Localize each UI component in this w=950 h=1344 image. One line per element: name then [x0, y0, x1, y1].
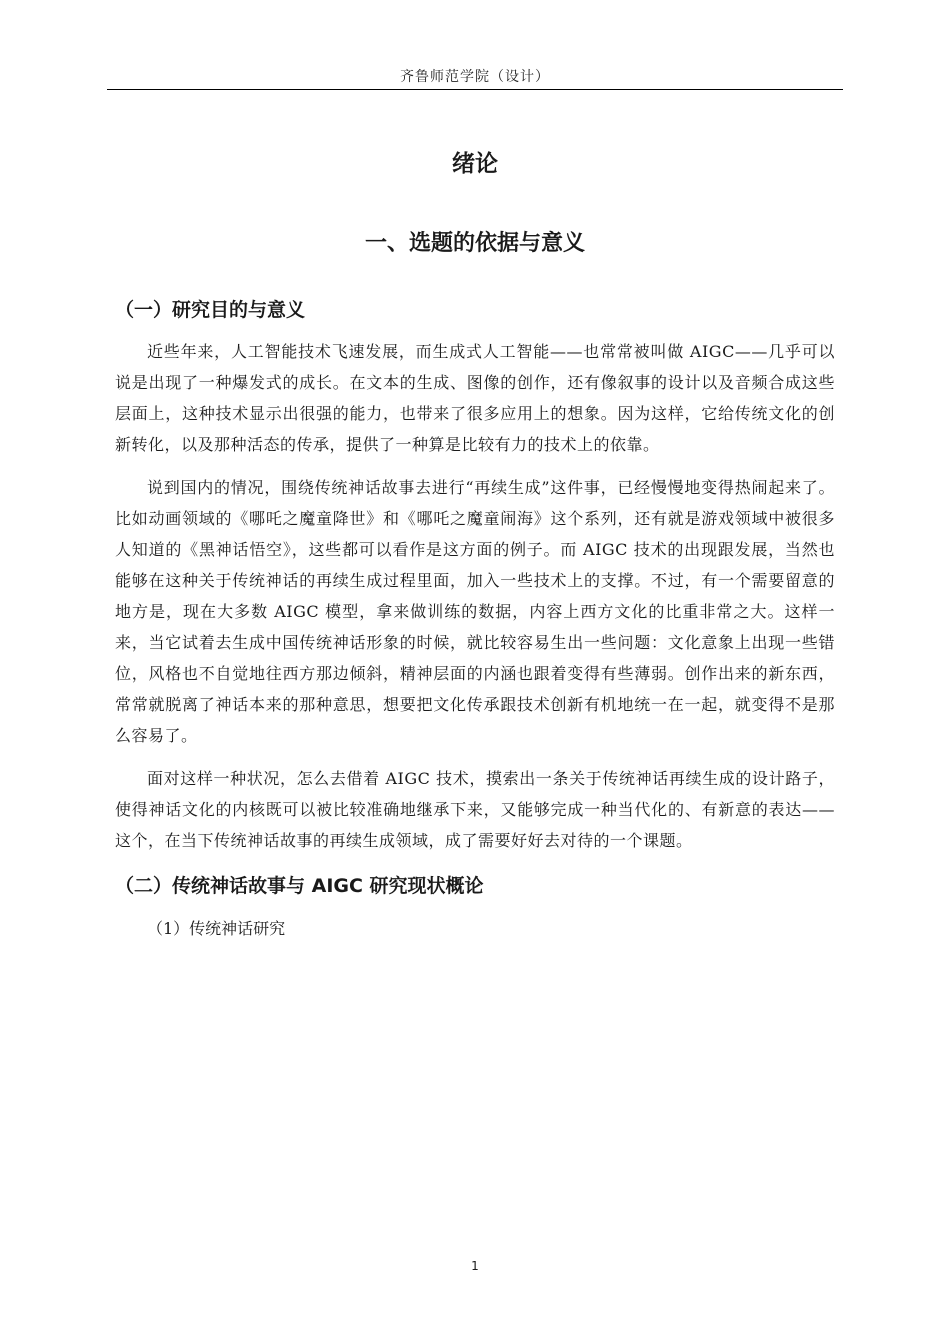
- chapter-title: 绪论: [452, 151, 498, 177]
- paragraph-3: 面对这样一种状况，怎么去借着 AIGC 技术，摸索出一条关于传统神话再续生成的设计路子，使得神话文化的内核既可以被比较准确地继承下来，又能够完成一种当代化的、有新意的表达——这个，在当下传统神话故事的再续生成领域，成了需要好好去对待的一个课题。: [115, 769, 835, 850]
- document-body: [115, 140, 835, 946]
- subsection-title-2: （二）传统神话故事与 AIGC 研究现状概论: [115, 875, 484, 897]
- paragraph-1: 近些年来，人工智能技术飞速发展，而生成式人工智能——也常常被叫做 AIGC——几乎可以说是出现了一种爆发式的成长。在文本的生成、图像的创作，还有像叙事的设计以及音频合成这些层面上，这种技术显示出很强的能力，也带来了很多应用上的想象。因为这样，它给传统文化的创新转化，以及那种活态的传承，提供了一种算是比较有力的技术上的依靠。: [115, 342, 835, 454]
- header-divider: [107, 89, 843, 90]
- page-number: 1: [471, 1259, 479, 1273]
- list-item-traditional-myth-research: （1）传统神话研究: [147, 919, 286, 938]
- section-title: 一、选题的依据与意义: [364, 231, 585, 256]
- page-header: 齐鲁师范学院（设计）: [400, 69, 550, 85]
- subsection-title-1: （一）研究目的与意义: [115, 299, 306, 321]
- paragraph-2: 说到国内的情况，围绕传统神话故事去进行“再续生成”这件事，已经慢慢地变得热闹起来了。比如动画领域的《哪吒之魔童降世》和《哪吒之魔童闹海》这个系列，还有就是游戏领域中被很多人知道的《黑神话悟空》，这些都可以看作是这方面的例子。而 AIGC 技术的出现跟发展，当然也能够在这种关于传统神话的再续生成过程里面，加入一些技术上的支撑。不过，有一个需要留意的地方是，现在大多数 AIGC 模型，拿来做训练的数据，内容上西方文化的比重非常之大。这样一来，当它试着去生成中国传统神话形象的时候，就比较容易生出一些问题：文化意象上出现一些错位，风格也不自觉地往西方那边倾斜，精神层面的内涵也跟着变得有些薄弱。创作出来的新东西，常常就脱离了神话本来的那种意思，想要把文化传承跟技术创新有机地统一在一起，就变得不是那么容易了。: [115, 478, 835, 745]
